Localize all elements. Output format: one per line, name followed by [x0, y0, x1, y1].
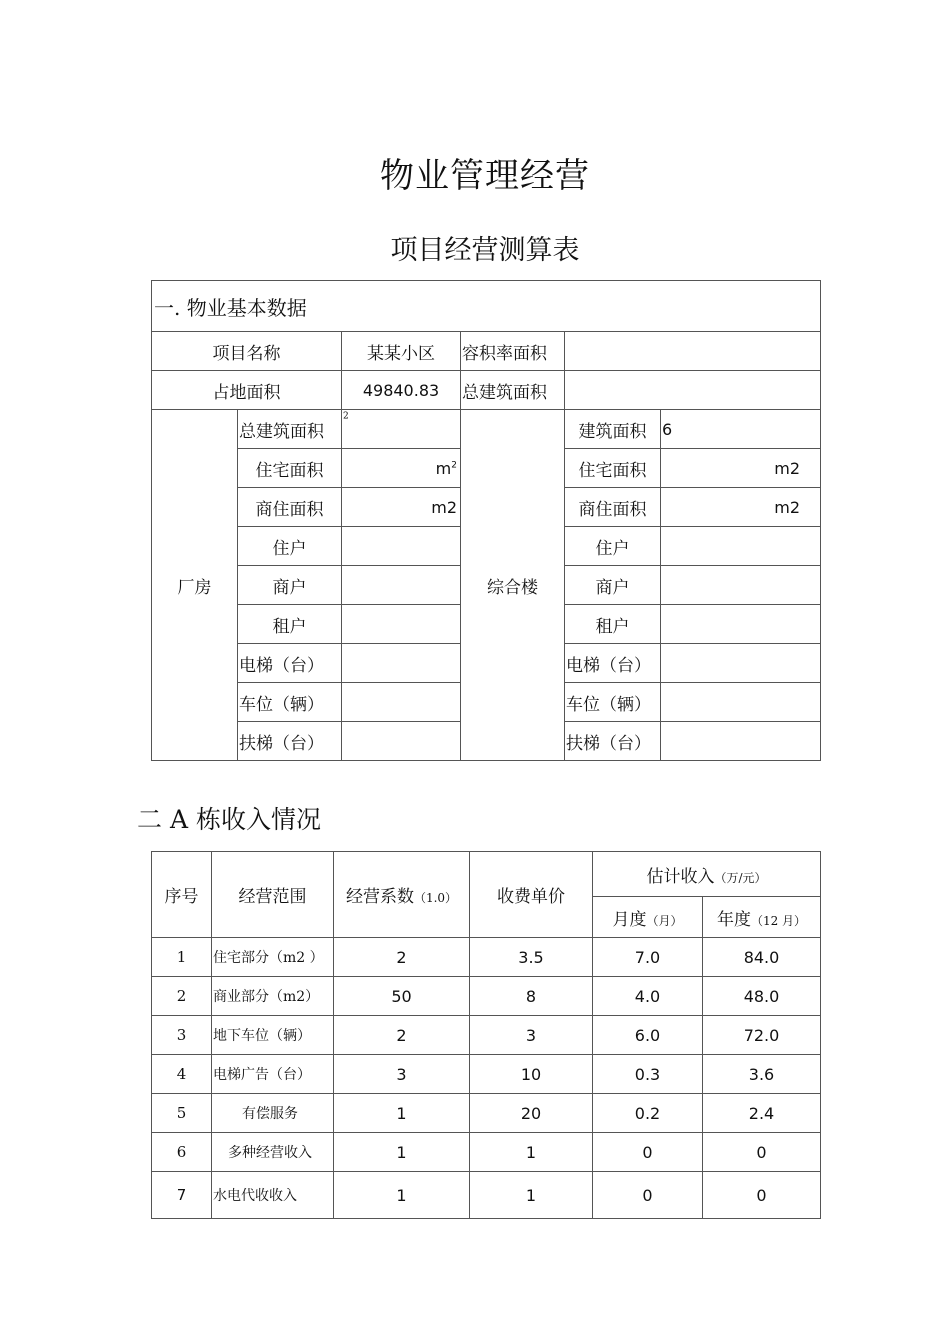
row-price: 10 — [470, 1055, 593, 1094]
left-parking-label: 车位（辆） — [238, 683, 342, 722]
right-elevators-label: 电梯（台） — [565, 644, 661, 683]
right-building-area-label: 建筑面积 — [565, 410, 661, 449]
table-row — [152, 1055, 821, 1094]
row-price: 1 — [470, 1172, 593, 1219]
right-tenants-label: 租户 — [565, 605, 661, 644]
row-scope: 商业部分（m2） — [212, 977, 334, 1016]
row-seq: 6 — [152, 1133, 212, 1172]
left-merchants-label: 商户 — [238, 566, 342, 605]
table-row — [152, 938, 821, 977]
row-yearly: 0 — [703, 1172, 821, 1219]
left-households-label: 住户 — [238, 527, 342, 566]
row-coef: 2 — [334, 1016, 470, 1055]
project-name-label: 项目名称 — [152, 332, 342, 371]
left-residential-label: 住宅面积 — [238, 449, 342, 488]
basic-data-table — [151, 280, 821, 761]
row-scope: 住宅部分（m2 ） — [212, 938, 334, 977]
right-escalators-value — [661, 722, 821, 761]
row-yearly: 3.6 — [703, 1055, 821, 1094]
right-building-area-value: 6 — [661, 410, 821, 449]
row-monthly: 7.0 — [593, 938, 703, 977]
row-price: 20 — [470, 1094, 593, 1133]
section2-heading: 二 A 栋收入情况 — [137, 805, 321, 834]
table-row — [152, 1094, 821, 1133]
row-coef: 1 — [334, 1094, 470, 1133]
row-monthly: 0 — [593, 1172, 703, 1219]
left-commres-unit: m2 — [342, 488, 461, 527]
land-area-value: 49840.83 — [342, 371, 461, 410]
left-escalators-value — [342, 722, 461, 761]
row-price: 3 — [470, 1016, 593, 1055]
right-merchants-value — [661, 566, 821, 605]
right-group-label: 综合楼 — [461, 410, 565, 761]
left-total-area-value: 2 — [343, 411, 349, 422]
left-elevators-label: 电梯（台） — [238, 644, 342, 683]
left-tenants-value — [342, 605, 461, 644]
right-tenants-value — [661, 605, 821, 644]
right-escalators-label: 扶梯（台） — [565, 722, 661, 761]
table-row — [152, 1016, 821, 1055]
table-row — [152, 977, 821, 1016]
header-coef-note: （1.0） — [413, 891, 458, 905]
right-parking-label: 车位（辆） — [565, 683, 661, 722]
total-area-label: 总建筑面积 — [461, 371, 565, 410]
left-residential-sup: 2 — [451, 460, 457, 471]
total-area-value — [565, 371, 821, 410]
plot-ratio-area-value — [565, 332, 821, 371]
section1-heading: 一. 物业基本数据 — [152, 281, 821, 332]
header-scope: 经营范围 — [212, 852, 334, 938]
header-yearly-note: （12 月） — [750, 913, 807, 928]
header-monthly-note: （月） — [646, 913, 683, 928]
row-coef: 3 — [334, 1055, 470, 1094]
document-title: 物业管理经营 — [380, 156, 590, 196]
right-households-label: 住户 — [565, 527, 661, 566]
row-price: 8 — [470, 977, 593, 1016]
right-households-value — [661, 527, 821, 566]
row-seq: 3 — [152, 1016, 212, 1055]
row-coef: 1 — [334, 1133, 470, 1172]
header-est-note: （万/元） — [714, 870, 767, 885]
header-coef: 经营系数 — [345, 887, 414, 907]
row-scope: 水电代收收入 — [212, 1172, 334, 1219]
row-seq: 4 — [152, 1055, 212, 1094]
left-merchants-value — [342, 566, 461, 605]
row-scope: 地下车位（辆） — [212, 1016, 334, 1055]
right-commres-unit: m2 — [661, 488, 821, 527]
header-est: 估计收入 — [646, 866, 715, 887]
right-residential-label: 住宅面积 — [565, 449, 661, 488]
left-residential-unit: m — [435, 458, 452, 478]
row-scope: 电梯广告（台） — [212, 1055, 334, 1094]
row-price: 1 — [470, 1133, 593, 1172]
left-escalators-label: 扶梯（台） — [238, 722, 342, 761]
row-yearly: 2.4 — [703, 1094, 821, 1133]
row-monthly: 0 — [593, 1133, 703, 1172]
row-coef: 2 — [334, 938, 470, 977]
row-monthly: 0.2 — [593, 1094, 703, 1133]
header-yearly: 年度 — [716, 909, 751, 930]
right-merchants-label: 商户 — [565, 566, 661, 605]
left-total-area-label: 总建筑面积 — [238, 410, 342, 449]
row-scope: 多种经营收入 — [212, 1133, 334, 1172]
plot-ratio-area-label: 容积率面积 — [461, 332, 565, 371]
right-elevators-value — [661, 644, 821, 683]
right-parking-value — [661, 683, 821, 722]
header-seq: 序号 — [152, 852, 212, 938]
row-yearly: 72.0 — [703, 1016, 821, 1055]
row-monthly: 6.0 — [593, 1016, 703, 1055]
row-seq: 7 — [152, 1172, 212, 1219]
left-tenants-label: 租户 — [238, 605, 342, 644]
left-parking-value — [342, 683, 461, 722]
project-name-value: 某某小区 — [342, 332, 461, 371]
left-elevators-value — [342, 644, 461, 683]
table-row — [152, 1133, 821, 1172]
income-table — [151, 851, 821, 1219]
row-yearly: 84.0 — [703, 938, 821, 977]
right-commres-label: 商住面积 — [565, 488, 661, 527]
row-price: 3.5 — [470, 938, 593, 977]
left-households-value — [342, 527, 461, 566]
row-coef: 1 — [334, 1172, 470, 1219]
header-monthly: 月度 — [612, 909, 647, 930]
row-scope: 有偿服务 — [212, 1094, 334, 1133]
land-area-label: 占地面积 — [152, 371, 342, 410]
row-yearly: 0 — [703, 1133, 821, 1172]
document-subtitle: 项目经营测算表 — [390, 235, 580, 266]
table-row — [152, 1172, 821, 1219]
header-price: 收费单价 — [470, 852, 593, 938]
right-residential-unit: m2 — [661, 449, 821, 488]
left-group-label: 厂房 — [152, 410, 238, 761]
row-coef: 50 — [334, 977, 470, 1016]
row-seq: 2 — [152, 977, 212, 1016]
row-monthly: 0.3 — [593, 1055, 703, 1094]
row-seq: 5 — [152, 1094, 212, 1133]
row-yearly: 48.0 — [703, 977, 821, 1016]
row-seq: 1 — [152, 938, 212, 977]
left-commres-label: 商住面积 — [238, 488, 342, 527]
row-monthly: 4.0 — [593, 977, 703, 1016]
